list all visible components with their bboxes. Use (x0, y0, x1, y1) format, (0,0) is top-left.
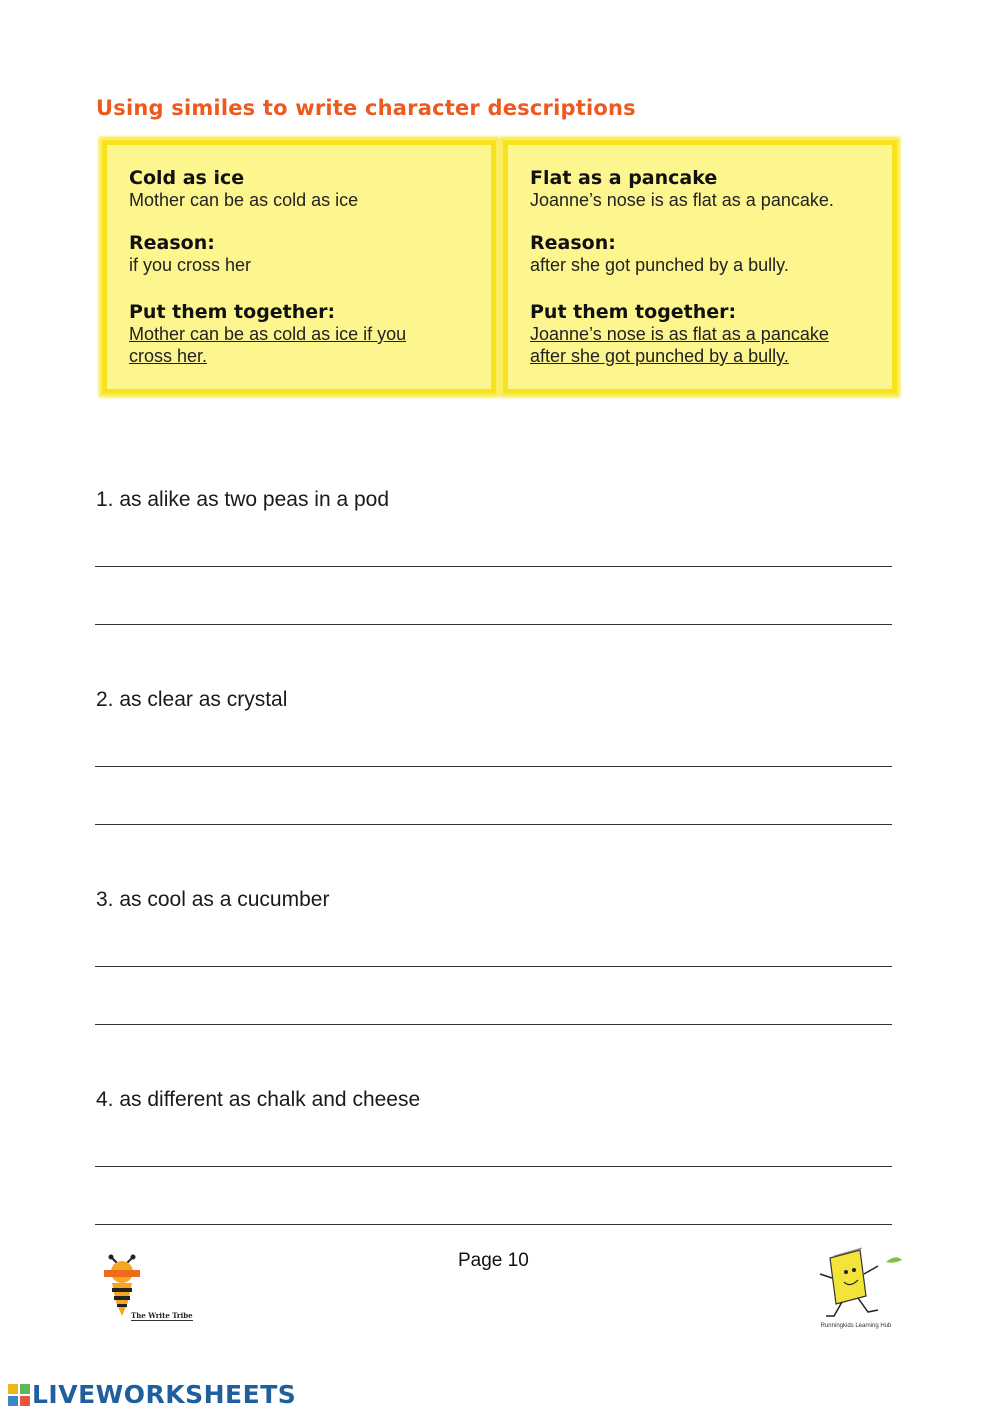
question-2: 2. as clear as crystal (96, 688, 288, 711)
liveworksheets-logo-icon (8, 1384, 30, 1406)
together-text-line1: Mother can be as cold as ice if you (129, 324, 407, 344)
together-label: Put them together: (530, 301, 737, 323)
reason-text: if you cross her (129, 255, 252, 275)
answer-line-2a[interactable] (95, 766, 892, 767)
example-box-flat-as-a-pancake (503, 140, 897, 394)
reason-label: Reason: (530, 232, 616, 254)
answer-line-3b[interactable] (95, 1024, 892, 1025)
answer-line-4b[interactable] (95, 1224, 892, 1225)
together-text-line2: cross her. (129, 346, 208, 366)
brand-text: LIVEWORKSHEETS (32, 1380, 297, 1409)
together-text-line2: after she got punched by a bully. (530, 346, 789, 366)
running-book-logo-icon (812, 1244, 904, 1322)
answer-line-1a[interactable] (95, 566, 892, 567)
question-3: 3. as cool as a cucumber (96, 888, 330, 911)
page-number: Page 10 (458, 1250, 529, 1271)
together-label: Put them together: (129, 301, 336, 323)
question-4: 4. as different as chalk and cheese (96, 1088, 421, 1111)
reason-text: after she got punched by a bully. (530, 255, 789, 275)
answer-line-2b[interactable] (95, 824, 892, 825)
simile-label: Cold as ice (129, 167, 245, 189)
answer-line-1b[interactable] (95, 624, 892, 625)
worksheet-title: Using similes to write character descriptions (96, 96, 636, 120)
simile-sentence: Mother can be as cold as ice (129, 190, 359, 210)
example-box-cold-as-ice (102, 140, 496, 394)
reason-label: Reason: (129, 232, 215, 254)
liveworksheets-brand[interactable] (8, 1380, 296, 1409)
answer-line-3a[interactable] (95, 966, 892, 967)
bee-logo-caption: The Write Tribe (131, 1311, 193, 1320)
question-1: 1. as alike as two peas in a pod (96, 488, 390, 511)
together-text-line1: Joanne’s nose is as flat as a pancake (530, 324, 829, 344)
book-logo-caption: Runningkids Learning Hub (820, 1323, 892, 1329)
answer-line-4a[interactable] (95, 1166, 892, 1167)
simile-sentence: Joanne’s nose is as flat as a pancake. (530, 190, 834, 210)
simile-label: Flat as a pancake (530, 167, 718, 189)
